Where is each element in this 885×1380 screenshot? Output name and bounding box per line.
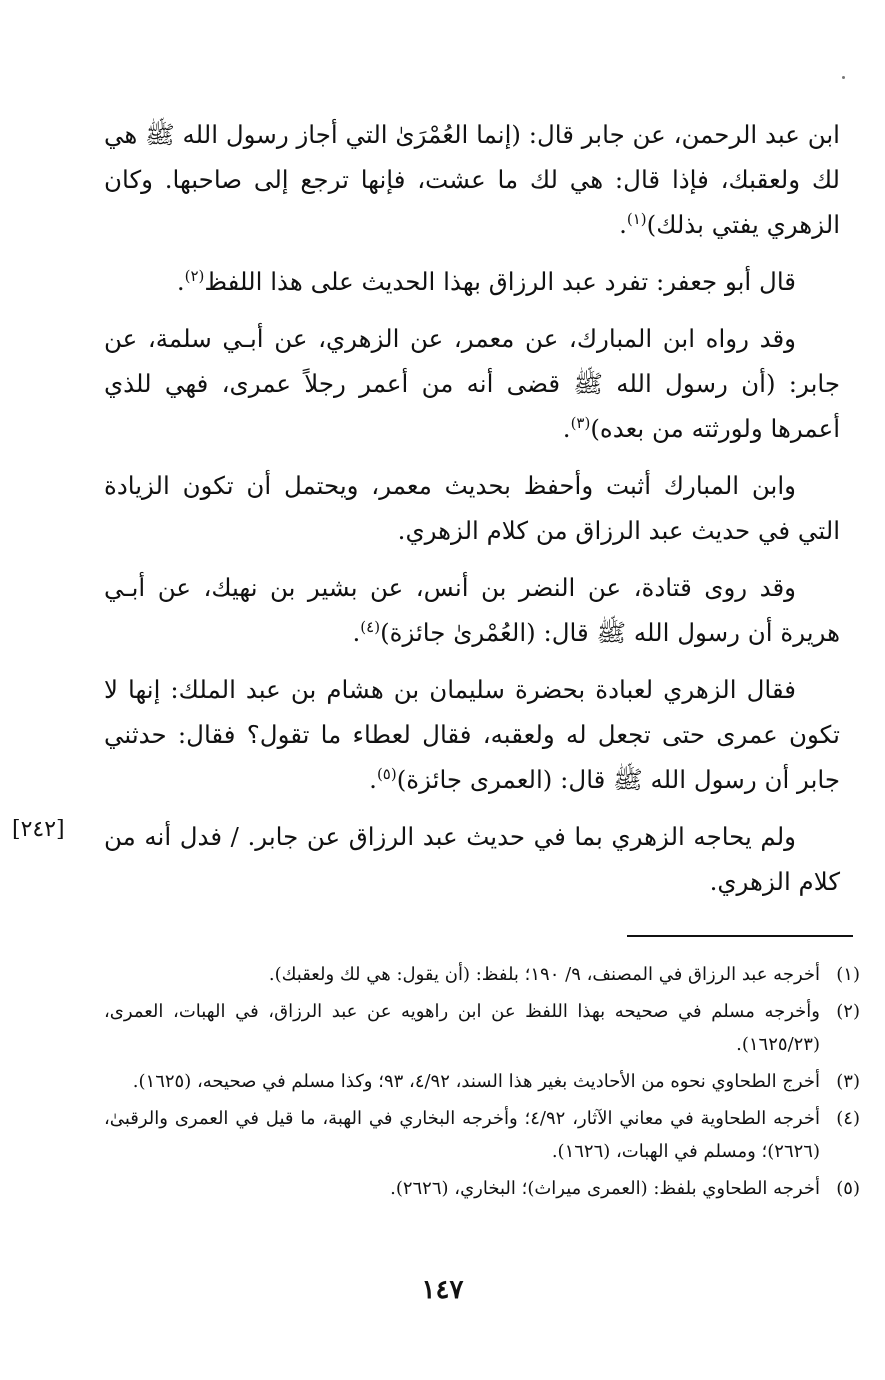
paragraph-text: وقد رواه ابن المبارك، عن معمر، عن الزهري، عن أبـي سلمة، عن جابر: (أن رسول الله ﷺ قضى أنه من أعمر رجلاً عمرى، فهي للذي أعمرها ولورثته من بعده) bbox=[104, 324, 840, 443]
footnote-number: (١) bbox=[836, 964, 860, 985]
main-text bbox=[104, 112, 840, 916]
footnote-ref: (١) bbox=[626, 209, 647, 228]
footnote bbox=[104, 995, 860, 1061]
page-number: ١٤٧ bbox=[421, 1275, 464, 1305]
paragraph-tail: . bbox=[619, 210, 627, 239]
footnote-number: (٤) bbox=[836, 1108, 860, 1129]
footnote-text: أخرجه الطحاوي بلفظ: (العمرى ميراث)؛ البخاري، (٢٦٢٦). bbox=[390, 1178, 820, 1199]
paragraph-text: فقال الزهري لعبادة بحضرة سليمان بن هشام بن عبد الملك: إنها لا تكون عمرى حتى تجعل له ولعقبه، فقال لعطاء ما تقول؟ فقال: حدثني جابر أن رسول الله ﷺ قال: (العمرى جائزة) bbox=[104, 675, 840, 794]
footnotes bbox=[104, 958, 860, 1209]
footnote-ref: (٥) bbox=[376, 764, 397, 783]
footnote-ref: (٣) bbox=[570, 413, 591, 432]
paragraph bbox=[104, 259, 840, 304]
paragraph-text: ولم يحاجه الزهري بما في حديث عبد الرزاق عن جابر. / فدل أنه من كلام الزهري. bbox=[104, 822, 840, 896]
footnote-ref: (٢) bbox=[184, 266, 205, 285]
footnote-text: أخرجه الطحاوية في معاني الآثار، ٤/٩٢؛ وأخرجه البخاري في الهبة، ما قيل في العمرى والرقبىٰ، (٢٦٢٦)؛ ومسلم في الهبات، (١٦٢٦). bbox=[104, 1108, 820, 1162]
paragraph-text: قال أبو جعفر: تفرد عبد الرزاق بهذا الحديث على هذا اللفظ bbox=[204, 267, 796, 296]
paragraph-tail: . bbox=[176, 267, 185, 296]
footnote bbox=[104, 958, 860, 991]
manuscript-folio-marker: [٢٤٢] bbox=[12, 817, 65, 842]
footnote-text: أخرجه عبد الرزاق في المصنف، ٩/ ١٩٠؛ بلفظ: (أن يقول: هي لك ولعقبك). bbox=[268, 964, 820, 985]
footnote-number: (٢) bbox=[836, 1001, 860, 1022]
footnote-ref: (٤) bbox=[360, 617, 381, 636]
corner-speck bbox=[842, 76, 845, 79]
footnote-number: (٣) bbox=[836, 1071, 860, 1092]
paragraph bbox=[104, 667, 840, 802]
paragraph-tail: . bbox=[369, 765, 377, 794]
paragraph-tail: . bbox=[562, 414, 571, 443]
paragraph-text: ابن عبد الرحمن، عن جابر قال: (إنما العُمْرَىٰ التي أجاز رسول الله ﷺ هي لك ولعقبك، فإذا قال: هي لك ما عشت، فإنها ترجع إلى صاحبها. وكان الزهري يفتي بذلك) bbox=[104, 120, 840, 239]
footnote-text: أخرج الطحاوي نحوه من الأحاديث بغير هذا السند، ٤/٩٢، ٩٣؛ وكذا مسلم في صحيحه، (١٦٢٥). bbox=[132, 1071, 820, 1092]
footnote bbox=[104, 1172, 860, 1205]
paragraph-tail: . bbox=[352, 618, 361, 647]
footnote bbox=[104, 1102, 860, 1168]
paragraph-text: وابن المبارك أثبت وأحفظ بحديث معمر، ويحتمل أن تكون الزيادة التي في حديث عبد الرزاق من كلام الزهري. bbox=[104, 471, 840, 545]
footnote-text: وأخرجه مسلم في صحيحه بهذا اللفظ عن ابن راهويه عن عبد الرزاق، في الهبات، العمرى، (١٦٢٥/٢٣). bbox=[104, 1001, 820, 1055]
paragraph bbox=[104, 463, 840, 553]
footnote-separator bbox=[627, 935, 853, 937]
footnote-number: (٥) bbox=[836, 1178, 860, 1199]
paragraph bbox=[104, 814, 840, 904]
paragraph bbox=[104, 112, 840, 247]
paragraph bbox=[104, 316, 840, 451]
footnote bbox=[104, 1065, 860, 1098]
paragraph bbox=[104, 565, 840, 655]
paragraph-text: وقد روى قتادة، عن النضر بن أنس، عن بشير بن نهيك، عن أبـي هريرة أن رسول الله ﷺ قال: (العُمْرىٰ جائزة) bbox=[104, 573, 840, 647]
